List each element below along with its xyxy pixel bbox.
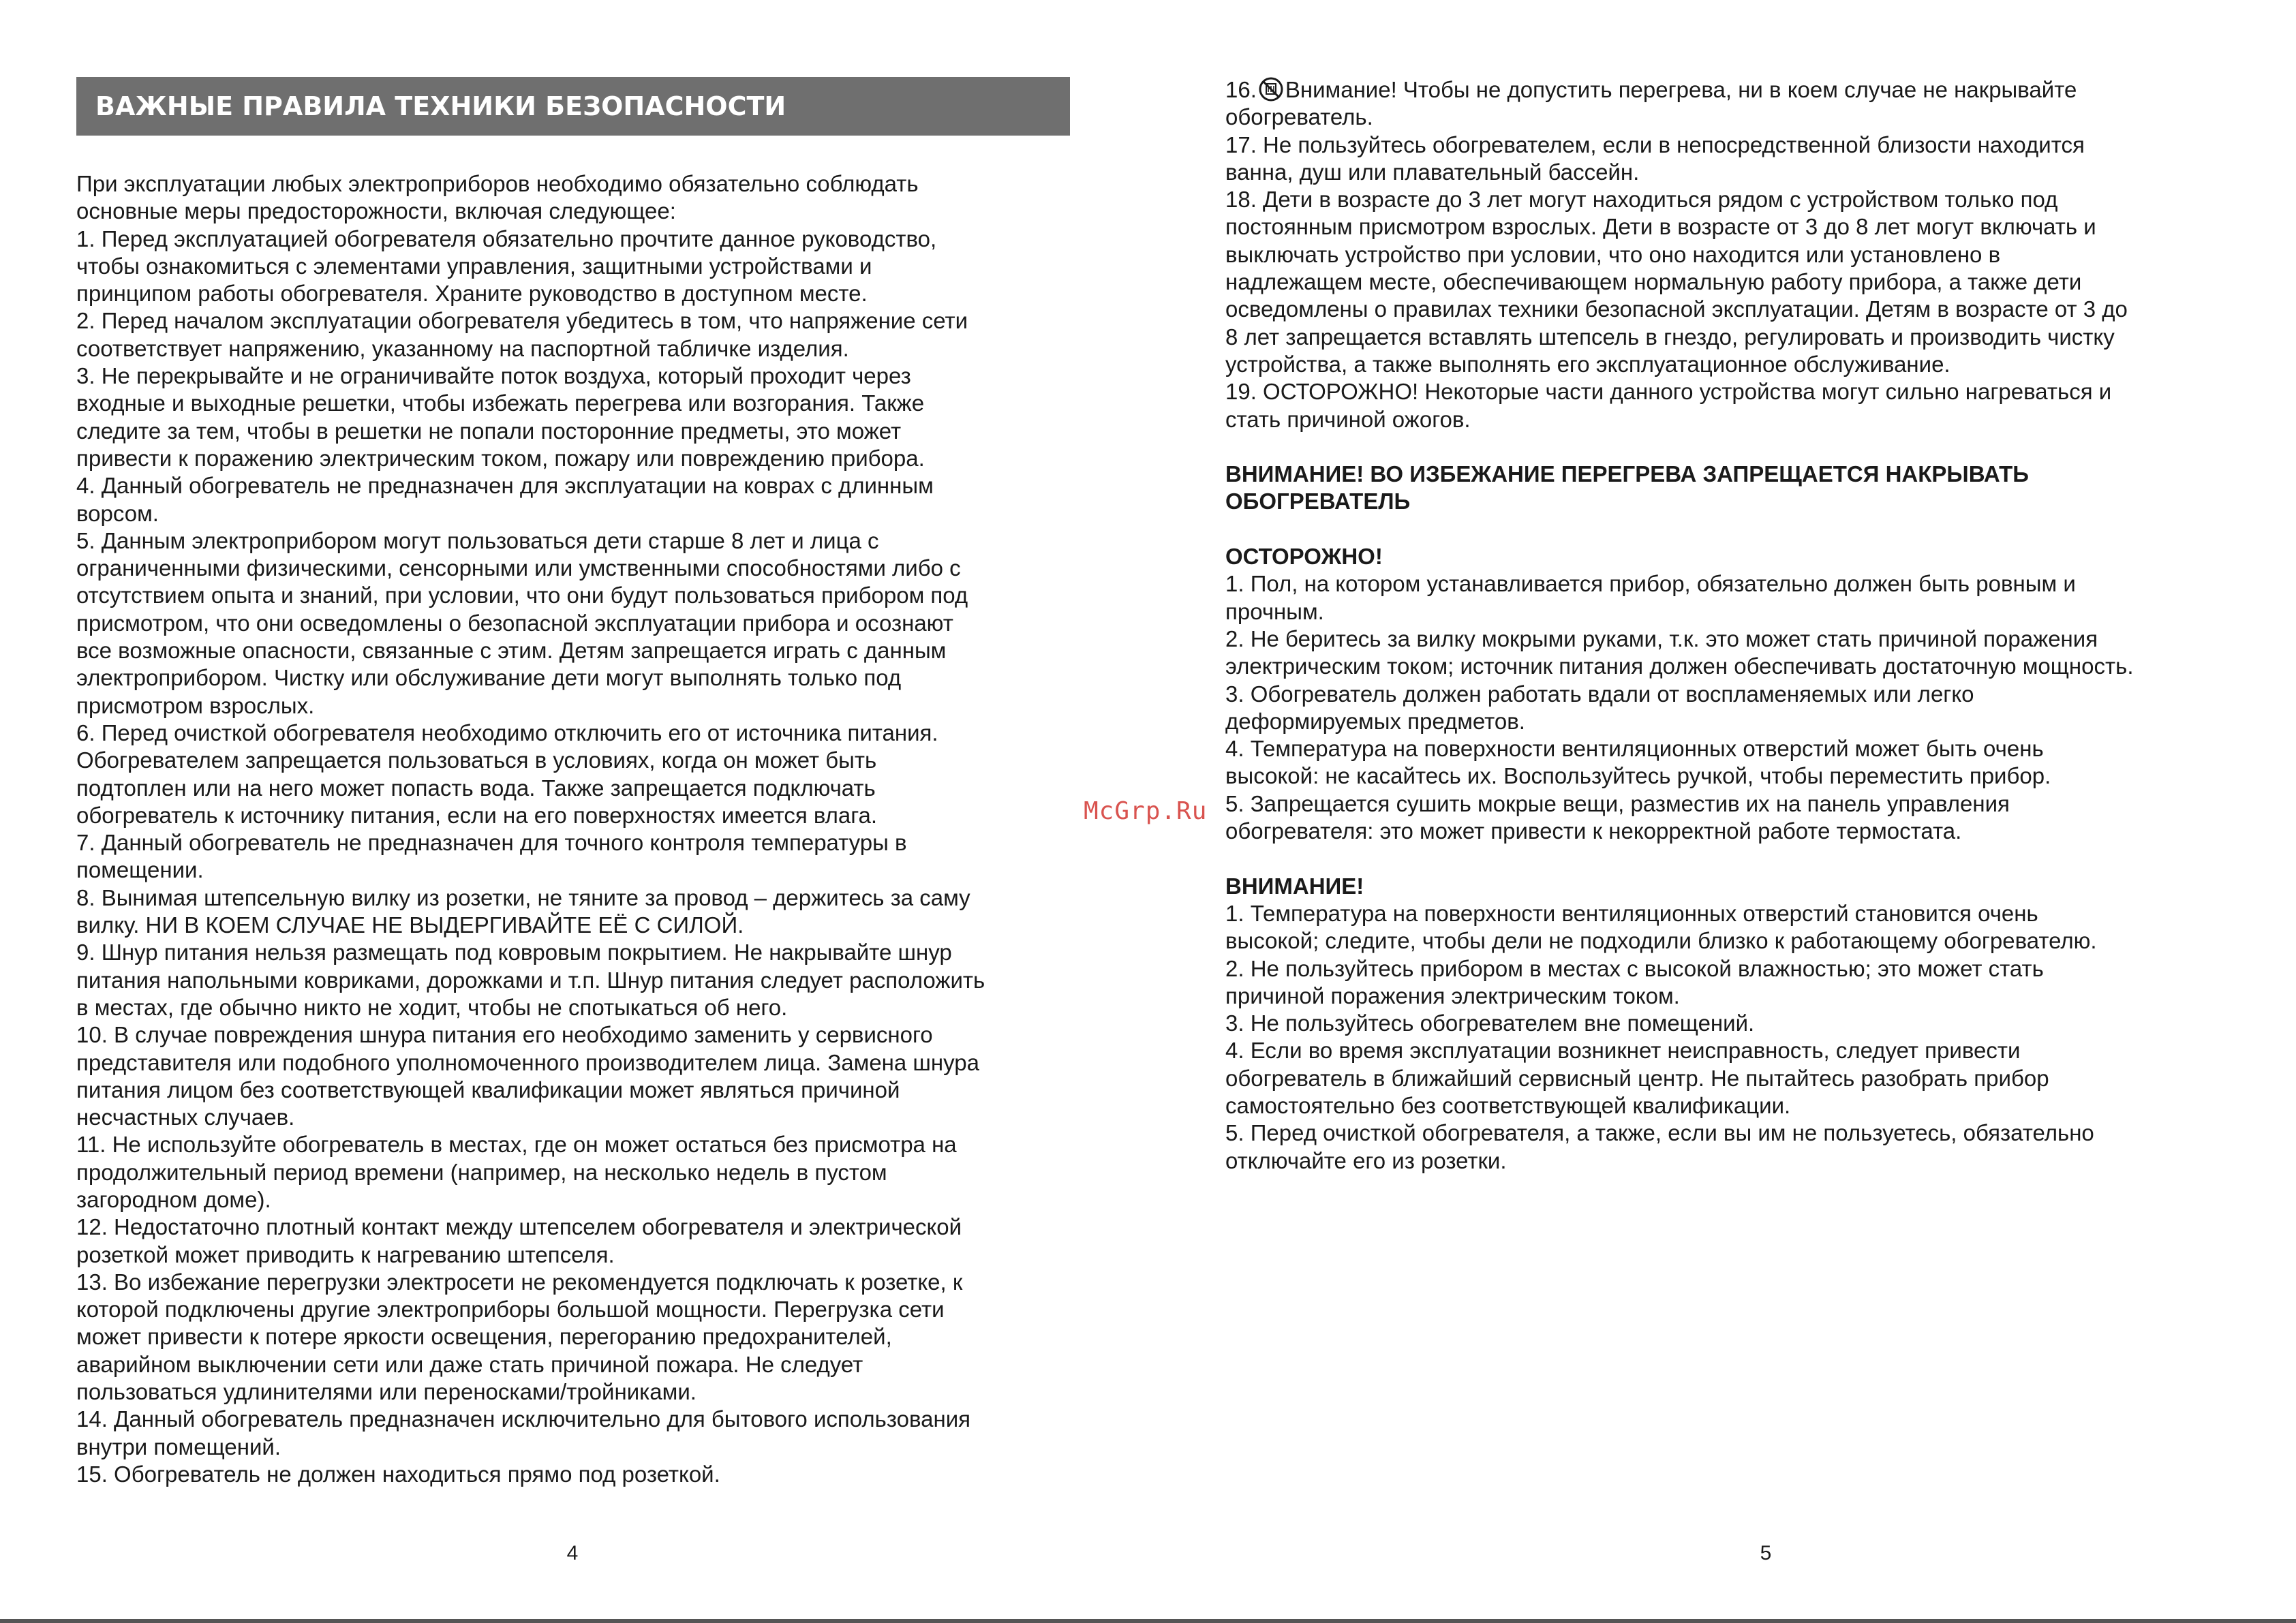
text-line: несчастных случаев. xyxy=(76,1104,295,1130)
item-16-text: Внимание! Чтобы не допустить перегрева, ни в коем случае не накрывайте xyxy=(1285,77,2077,102)
text-line: вилку. НИ В КОЕМ СЛУЧАЕ НЕ ВЫДЕРГИВАЙТЕ ЕЁ С СИЛОЙ. xyxy=(76,912,744,938)
text-line: представителя или подобного уполномоченного производителем лица. Замена шнура xyxy=(76,1049,979,1075)
text-line: розеткой может приводить к нагреванию штепселя. xyxy=(76,1241,615,1267)
text-line: продолжительный период времени (например, на несколько недель в пустом xyxy=(76,1159,887,1185)
text-line: основные меры предосторожности, включая следующее: xyxy=(76,198,676,224)
caution-heading: ОСТОРОЖНО! xyxy=(1225,544,1383,570)
caution-item-line: обогревателя: это может привести к некорректной работе термостата. xyxy=(1225,818,1962,844)
text-line: питания напольными ковриками, дорожками и т.п. Шнур питания следует расположить xyxy=(76,967,985,993)
caution-list xyxy=(1225,570,2248,845)
text-line: чтобы ознакомиться с элементами управления, защитными устройствами и xyxy=(76,253,872,279)
text-line: входные и выходные решетки, чтобы избежать перегрева или возгорания. Также xyxy=(76,390,925,416)
overheat-warning-heading xyxy=(1225,461,2248,516)
caution-item-line: электрическим током; источник питания должен обеспечивать достаточную мощность. xyxy=(1225,653,2134,679)
text-line: 2. Перед началом эксплуатации обогревателя убедитесь в том, что напряжение сети xyxy=(76,308,968,334)
text-line: 12. Недостаточно плотный контакт между штепселем обогревателя и электрической xyxy=(76,1214,962,1240)
text-line: 10. В случае повреждения шнура питания его необходимо заменить у сервисного xyxy=(76,1022,933,1048)
left-page-body xyxy=(76,170,1078,1488)
text-line: загородном доме). xyxy=(76,1186,271,1212)
attention-list xyxy=(1225,900,2248,1175)
page-number-left: 4 xyxy=(566,1542,579,1564)
caution-item-line: 4. Температура на поверхности вентиляционных отверстий может быть очень xyxy=(1225,736,2044,762)
page-number-right: 5 xyxy=(1760,1542,1772,1564)
text-line: 15. Обогреватель не должен находиться прямо под розеткой. xyxy=(76,1461,720,1487)
text-line: осведомлены о правилах техники безопасной эксплуатации. Детям в возрасте от 3 до xyxy=(1225,296,2128,322)
text-line: 1. Перед эксплуатацией обогревателя обязательно прочтите данное руководство, xyxy=(76,226,937,251)
text-line: обогреватель. xyxy=(1225,104,1373,130)
text-line: ограниченными физическими, сенсорными или умственными способностями либо с xyxy=(76,555,961,581)
text-line: электроприбором. Чистку или обслуживание дети могут выполнять только под xyxy=(76,665,902,691)
attention-item-line: отключайте его из розетки. xyxy=(1225,1147,1507,1173)
text-line: все возможные опасности, связанные с этим. Детям запрещается играть с данным xyxy=(76,638,947,664)
text-line: 5. Данным электроприбором могут пользоваться дети старше 8 лет и лица с xyxy=(76,527,879,553)
item-16-first-line xyxy=(1225,76,2248,104)
text-line: ванна, душ или плавательный бассейн. xyxy=(1225,159,1640,185)
caution-item-line: 1. Пол, на котором устанавливается прибор, обязательно должен быть ровным и xyxy=(1225,571,2076,597)
text-line: При эксплуатации любых электроприборов необходимо обязательно соблюдать xyxy=(76,171,919,196)
bottom-rule xyxy=(0,1619,2296,1623)
text-line: привести к поражению электрическим током, пожару или повреждению прибора. xyxy=(76,445,925,471)
caution-item-line: высокой: не касайтесь их. Воспользуйтесь ручкой, чтобы переместить прибор. xyxy=(1225,763,2051,789)
text-line: устройства, а также выполнять его эксплуатационное обслуживание. xyxy=(1225,351,1950,377)
section-title: ВАЖНЫЕ ПРАВИЛА ТЕХНИКИ БЕЗОПАСНОСТИ xyxy=(76,77,1070,136)
text-line: ворсом. xyxy=(76,500,159,526)
attention-item-line: причиной поражения электрическим током. xyxy=(1225,983,1680,1008)
text-line: пользоваться удлинителями или переносками/тройниками. xyxy=(76,1379,697,1405)
text-line: может привести к потере яркости освещения, перегоранию предохранителей, xyxy=(76,1324,892,1350)
caution-item-line: 2. Не беритесь за вилку мокрыми руками, т.к. это может стать причиной поражения xyxy=(1225,625,2098,651)
text-line: стать причиной ожогов. xyxy=(1225,406,1471,432)
attention-item-line: 5. Перед очисткой обогревателя, а также, если вы им не пользуетесь, обязательно xyxy=(1225,1120,2094,1146)
text-line: 11. Не используйте обогреватель в местах, где он может остаться без присмотра на xyxy=(76,1132,957,1158)
text-line: обогреватель к источнику питания, если на его поверхностях имеется влага. xyxy=(76,802,878,828)
caution-item-line: 3. Обогреватель должен работать вдали от воспламеняемых или легко xyxy=(1225,681,1974,707)
text-line: 9. Шнур питания нельзя размещать под ковровым покрытием. Не накрывайте шнур xyxy=(76,940,952,965)
text-line: внутри помещений. xyxy=(76,1434,281,1459)
attention-item-line: 4. Если во время эксплуатации возникнет неисправность, следует привести xyxy=(1225,1038,2021,1064)
attention-heading: ВНИМАНИЕ! xyxy=(1225,873,1364,899)
text-line: 19. ОСТОРОЖНО! Некоторые части данного устройства могут сильно нагреваться и xyxy=(1225,379,2112,405)
text-line: соответствует напряжению, указанному на паспортной табличке изделия. xyxy=(76,335,849,361)
right-page-body xyxy=(1225,76,2248,1175)
text-line: 18. Дети в возрасте до 3 лет могут находиться рядом с устройством только под xyxy=(1225,187,2058,213)
warning-heading-line: ОБОГРЕВАТЕЛЬ xyxy=(1225,489,1411,514)
text-line: Обогревателем запрещается пользоваться в условиях, когда он может быть xyxy=(76,747,877,773)
spacer xyxy=(1225,845,2248,872)
text-line: питания лицом без соответствующей квалификации может являться причиной xyxy=(76,1077,900,1102)
caution-item-line: деформируемых предметов. xyxy=(1225,708,1525,734)
caution-item-line: прочным. xyxy=(1225,598,1324,624)
spacer xyxy=(1225,433,2248,461)
warning-heading-line: ВНИМАНИЕ! ВО ИЗБЕЖАНИЕ ПЕРЕГРЕВА ЗАПРЕЩАЕТСЯ НАКРЫВАТЬ xyxy=(1225,461,2029,487)
text-line: 6. Перед очисткой обогревателя необходимо отключить его от источника питания. xyxy=(76,720,938,745)
text-line: принципом работы обогревателя. Храните руководство в доступном месте. xyxy=(76,281,868,307)
text-line: подтоплен или на него может попасть вода. Также запрещается подключать xyxy=(76,775,876,801)
text-line: 8 лет запрещается вставлять штепсель в гнездо, регулировать и производить чистку xyxy=(1225,324,2115,350)
text-line: 14. Данный обогреватель предназначен исключительно для бытового использования xyxy=(76,1406,970,1432)
text-line: 8. Вынимая штепсельную вилку из розетки, не тяните за провод – держитесь за саму xyxy=(76,884,970,910)
text-line: 4. Данный обогреватель не предназначен для эксплуатации на коврах с длинным xyxy=(76,473,934,499)
text-line: в местах, где обычно никто не ходит, чтобы не спотыкаться об него. xyxy=(76,994,788,1020)
attention-item-line: высокой; следите, чтобы дели не подходили близко к работающему обогревателю. xyxy=(1225,928,2097,954)
text-line: 17. Не пользуйтесь обогревателем, если в непосредственной близости находится xyxy=(1225,132,2085,157)
attention-item-line: 1. Температура на поверхности вентиляционных отверстий становится очень xyxy=(1225,900,2038,926)
text-line: помещении. xyxy=(76,857,204,883)
text-line: отсутствием опыта и знаний, при условии, что они будут пользоваться прибором под xyxy=(76,583,968,608)
text-line: выключать устройство при условии, что оно находится или установлено в xyxy=(1225,241,2001,267)
text-line: постоянным присмотром взрослых. Дети в возрасте от 3 до 8 лет могут включать и xyxy=(1225,214,2096,240)
text-line: 3. Не перекрывайте и не ограничивайте поток воздуха, который проходит через xyxy=(76,363,911,389)
text-line: аварийном выключении сети или даже стать причиной пожара. Не следует xyxy=(76,1351,863,1377)
text-line: присмотром, что они осведомлены о безопасной эксплуатации прибора и осознают xyxy=(76,610,953,636)
no-cover-icon xyxy=(1258,76,1284,102)
attention-item-line: 2. Не пользуйтесь прибором в местах с высокой влажностью; это может стать xyxy=(1225,955,2044,981)
right-page xyxy=(1148,0,2296,1623)
text-line: надлежащем месте, обеспечивающем нормальную работу прибора, а также дети xyxy=(1225,269,2082,295)
item-16-number: 16. xyxy=(1225,77,1257,102)
text-line: 13. Во избежание перегрузки электросети не рекомендуется подключать к розетке, к xyxy=(76,1269,963,1295)
attention-item-line: обогреватель в ближайший сервисный центр. Не пытайтесь разобрать прибор xyxy=(1225,1065,2049,1091)
spacer xyxy=(1225,516,2248,543)
attention-item-line: 3. Не пользуйтесь обогревателем вне помещений. xyxy=(1225,1010,1755,1036)
text-line: присмотром взрослых. xyxy=(76,692,315,718)
watermark: McGrp.Ru xyxy=(1084,797,1208,825)
text-line: следите за тем, чтобы в решетки не попали посторонние предметы, это может xyxy=(76,418,902,444)
text-line: 7. Данный обогреватель не предназначен для точного контроля температуры в xyxy=(76,830,907,856)
text-line: которой подключены другие электроприборы большой мощности. Перегрузка сети xyxy=(76,1297,945,1323)
attention-item-line: самостоятельно без соответствующей квалификации. xyxy=(1225,1092,1791,1118)
right-items-17-19 xyxy=(1225,104,2248,433)
caution-item-line: 5. Запрещается сушить мокрые вещи, разместив их на панель управления xyxy=(1225,790,2010,816)
